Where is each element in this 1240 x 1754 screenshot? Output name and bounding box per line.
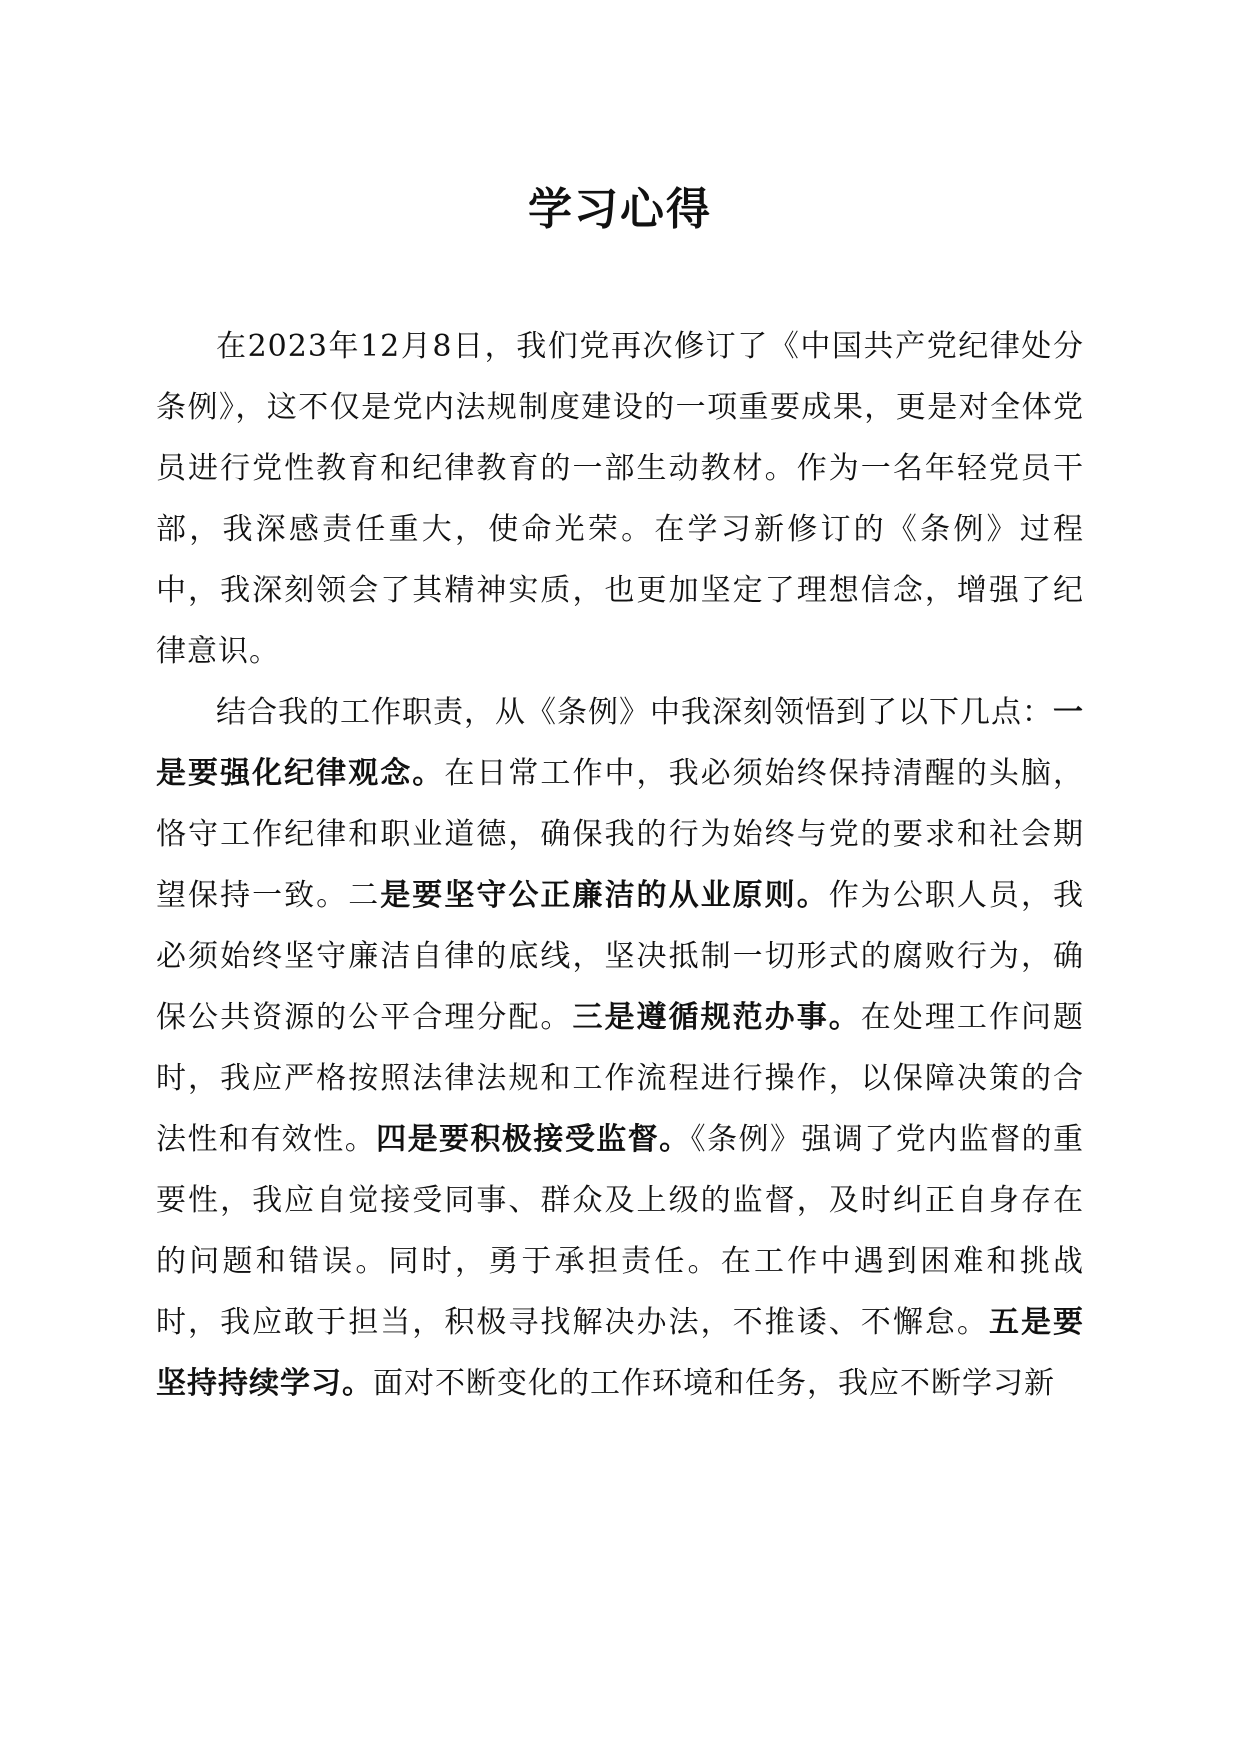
paragraph-1: 在2023年12月8日，我们党再次修订了《中国共产党纪律处分条例》，这不仅是党内法规制度建设的一项重要成果，更是对全体党员进行党性教育和纪律教育的一部生动教材。作为一名年轻党员干部，我深感责任重大，使命光荣。在学习新修订的《条例》过程中，我深刻领会了其精神实质，也更加坚定了理想信念，增强了纪律意识。 <box>156 329 1084 669</box>
point-4-heading: 四是要积极接受监督。 <box>376 1122 691 1157</box>
point-2-heading: 是要坚守公正廉洁的从业原则。 <box>380 878 829 913</box>
point-1-heading: 一是要强化纪律观念。 <box>156 695 1084 791</box>
point-1-text: 在日常工作中，我必须始终保持清醒的头脑，恪守工作纪律和职业道德，确保我的行为始终与党的要求和社会期望保持一致。二 <box>156 756 1085 913</box>
point-5-text: 面对不断变化的工作环境和任务，我应不断学习新 <box>373 1366 1055 1401</box>
paragraph-2-intro: 结合我的工作职责，从《条例》中我深刻领悟到了以下几点： <box>216 695 1053 730</box>
point-3-text: 在处理工作问题时，我应严格按照法律法规和工作流程进行操作，以保障决策的合法性和有效性。 <box>156 1000 1085 1157</box>
point-5-heading: 五是要坚持持续学习。 <box>156 1305 1085 1401</box>
document-title: 学习心得 <box>528 184 712 235</box>
point-4-text: 《条例》强调了党内监督的重要性，我应自觉接受同事、群众及上级的监督，及时纠正自身存在的问题和错误。同时，勇于承担责任。在工作中遇到困难和挑战时，我应敢于担当，积极寻找解决办法，不推诿、不懈怠。 <box>156 1122 1085 1340</box>
point-2-text: 作为公职人员，我必须始终坚守廉洁自律的底线，坚决抵制一切形式的腐败行为，确保公共资源的公平合理分配。 <box>156 878 1084 1035</box>
point-3-heading: 三是遵循规范办事。 <box>572 1000 861 1035</box>
paragraph-2 <box>156 682 1084 1414</box>
document-body <box>156 316 1084 1414</box>
